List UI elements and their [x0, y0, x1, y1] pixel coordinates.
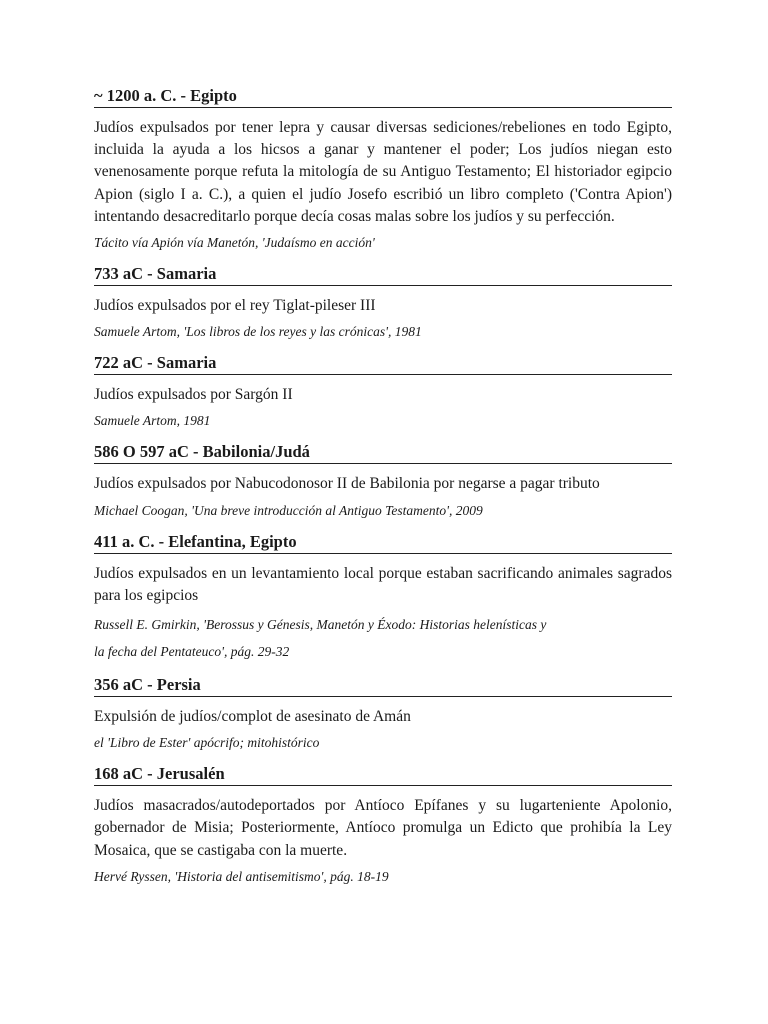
entry-source: Michael Coogan, 'Una breve introducción al Antiguo Testamento', 2009	[94, 502, 483, 518]
timeline-entry	[94, 86, 672, 254]
entry-source: Samuele Artom, 1981	[94, 413, 211, 429]
entry-heading: 586 O 597 aC - Babilonia/Judá	[94, 442, 672, 464]
timeline-entry	[94, 532, 672, 665]
entry-source: Hervé Ryssen, 'Historia del antisemitismo', pág. 18-19	[94, 868, 389, 884]
entry-source-continued: la fecha del Pentateuco', pág. 29-32	[94, 644, 290, 660]
entry-heading: 733 aC - Samaria	[94, 264, 672, 286]
entry-description: Judíos expulsados por tener lepra y causar diversas sediciones/rebeliones en todo Egipto, incluida la ayuda a los hicsos a ganar y mantener el poder; Los judíos niegan esto venenosamente porque refuta la mitología de su Antiguo Testamento; El historiador egipcio Apion (siglo I a. C.), a quien el judío Josefo escribió un libro completo ('Contra Apion') intentando desacreditarlo porque decía cosas malas sobre los judíos y su perfección.	[94, 119, 672, 225]
entry-heading: 722 aC - Samaria	[94, 353, 672, 375]
entry-source: el 'Libro de Ester' apócrifo; mitohistórico	[94, 735, 320, 751]
entry-description: Expulsión de judíos/complot de asesinato de Amán	[94, 708, 411, 726]
entry-description: Judíos masacrados/autodeportados por Antíoco Epífanes y su lugarteniente Apolonio, gobernador de Misia; Posteriormente, Antíoco promulga un Edicto que prohibía la Ley Mosaica, que se castigaba con la muerte.	[94, 797, 672, 859]
entry-heading: 411 a. C. - Elefantina, Egipto	[94, 532, 672, 554]
entry-description: Judíos expulsados por el rey Tiglat-pileser III	[94, 297, 376, 315]
timeline-entry	[94, 442, 672, 521]
entry-heading: ~ 1200 a. C. - Egipto	[94, 86, 672, 108]
timeline-entries	[94, 86, 672, 898]
entry-heading: 168 aC - Jerusalén	[94, 764, 672, 786]
entry-description: Judíos expulsados por Sargón II	[94, 386, 293, 404]
entry-description: Judíos expulsados en un levantamiento local porque estaban sacrificando animales sagrados para los egipcios	[94, 564, 672, 604]
entry-source: Russell E. Gmirkin, 'Berossus y Génesis, Manetón y Éxodo: Historias helenísticas y	[94, 617, 547, 633]
entry-source: Tácito vía Apión vía Manetón, 'Judaísmo en acción'	[94, 235, 375, 251]
timeline-entry	[94, 764, 672, 888]
timeline-entry	[94, 264, 672, 343]
timeline-entry	[94, 675, 672, 754]
entry-description: Judíos expulsados por Nabucodonosor II de Babilonia por negarse a pagar tributo	[94, 475, 600, 493]
entry-source: Samuele Artom, 'Los libros de los reyes y las crónicas', 1981	[94, 324, 422, 340]
entry-heading: 356 aC - Persia	[94, 675, 672, 697]
timeline-entry	[94, 353, 672, 432]
